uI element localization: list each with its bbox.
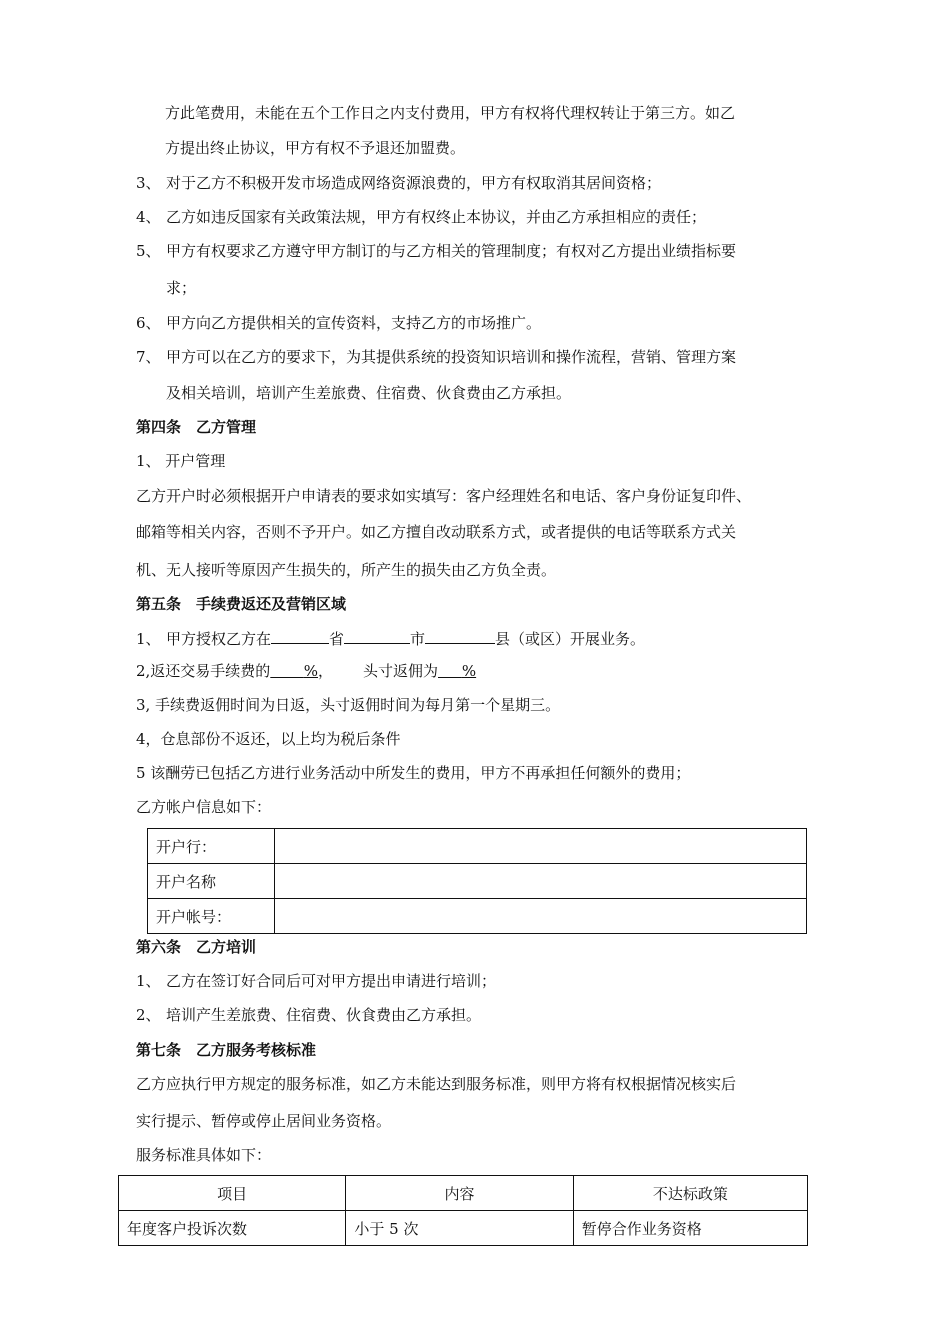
percent-sign: %	[461, 662, 477, 680]
service-standard-intro: 服务标准具体如下：	[136, 1146, 272, 1164]
list-item-7-continuation: 及相关培训，培训产生差旅费、住宿费、伙食费由乙方承担。	[166, 384, 572, 402]
table-cell: 年度客户投诉次数	[119, 1211, 346, 1246]
text-segment: ，	[317, 662, 333, 680]
section4-paragraph-line-3: 机、无人接听等原因产生损失的，所产生的损失由乙方负全责。	[136, 561, 557, 579]
province-label: 省	[329, 630, 345, 648]
text-segment: 头寸返佣为	[362, 662, 438, 680]
account-value	[275, 829, 807, 864]
table-cell: 小于 5 次	[346, 1211, 573, 1246]
item-text: 培训产生差旅费、住宿费、伙食费由乙方承担。	[166, 1006, 482, 1024]
fee-percent-blank	[270, 662, 318, 680]
list-item-5-continuation: 求；	[166, 279, 197, 297]
item-text: 对于乙方不积极开发市场造成网络资源浪费的，甲方有权取消其居间资格；	[166, 174, 662, 192]
table-cell: 暂停合作业务资格	[573, 1211, 807, 1246]
account-label: 开户帐号：	[148, 899, 275, 934]
item-text: 甲方有权要求乙方遵守甲方制订的与乙方相关的管理制度；有权对乙方提出业绩指标要	[166, 242, 737, 260]
section5-line3: 3, 手续费返佣时间为日返，头寸返佣时间为每月第一个星期三。	[136, 696, 561, 714]
percent-sign: %	[303, 662, 318, 680]
column-header: 不达标政策	[573, 1176, 807, 1211]
section6-item-1	[136, 971, 496, 991]
account-info-table	[147, 828, 807, 934]
item-number: 1、	[136, 630, 161, 648]
list-item-6	[136, 313, 541, 333]
column-header: 项目	[119, 1176, 346, 1211]
section6-item-2	[136, 1005, 481, 1025]
text-segment: 2,返还交易手续费的	[136, 662, 271, 680]
city-blank	[344, 627, 410, 644]
section7-paragraph-line-1: 乙方应执行甲方规定的服务标准，如乙方未能达到服务标准，则甲方将有权根据情况核实后	[136, 1075, 737, 1093]
province-blank	[271, 627, 329, 644]
item-text: 甲方向乙方提供相关的宣传资料，支持乙方的市场推广。	[166, 314, 542, 332]
item-number: 1、	[136, 972, 161, 990]
section5-line5: 5 该酬劳已包括乙方进行业务活动中所发生的费用，甲方不再承担任何额外的费用；	[136, 764, 691, 782]
item-text: 乙方在签订好合同后可对甲方提出申请进行培训；	[166, 972, 497, 990]
item-number: 7、	[136, 348, 161, 366]
section5-line4: 4，仓息部份不返还，以上均为税后条件	[136, 730, 401, 748]
list-item-4	[136, 207, 706, 227]
column-header: 内容	[346, 1176, 573, 1211]
position-percent-blank	[438, 662, 476, 680]
section4-paragraph-line-1: 乙方开户时必须根据开户申请表的要求如实填写：客户经理姓名和电话、客户身份证复印件、	[136, 487, 752, 505]
item-number: 2、	[136, 1006, 161, 1024]
account-value	[275, 864, 807, 899]
section5-heading: 第五条 手续费返还及营销区域	[136, 595, 347, 613]
account-label: 开户行：	[148, 829, 275, 864]
item2-continuation-2: 方提出终止协议，甲方有权不予退还加盟费。	[165, 139, 466, 157]
section7-heading: 第七条 乙方服务考核标准	[136, 1041, 317, 1059]
list-item-7	[136, 347, 736, 367]
table-header-row	[119, 1176, 808, 1211]
item-number: 4、	[136, 208, 161, 226]
table-row	[148, 829, 807, 864]
item-text: 甲方可以在乙方的要求下，为其提供系统的投资知识培训和操作流程，营销、管理方案	[166, 348, 737, 366]
text-segment: 县（或区）开展业务。	[495, 630, 646, 648]
account-label: 开户名称	[148, 864, 275, 899]
account-info-intro: 乙方帐户信息如下：	[136, 798, 272, 816]
section5-line2	[136, 661, 476, 681]
section7-paragraph-line-2: 实行提示、暂停或停止居间业务资格。	[136, 1112, 392, 1130]
list-item-3	[136, 173, 661, 193]
item-number: 3、	[136, 174, 161, 192]
county-blank	[425, 627, 495, 644]
item-number: 5、	[136, 242, 161, 260]
section6-heading: 第六条 乙方培训	[136, 938, 257, 956]
item-text: 乙方如违反国家有关政策法规，甲方有权终止本协议，并由乙方承担相应的责任；	[166, 208, 707, 226]
table-row	[148, 899, 807, 934]
section4-paragraph-line-2: 邮箱等相关内容，否则不予开户。如乙方擅自改动联系方式，或者提供的电话等联系方式关	[136, 523, 737, 541]
service-standard-table	[118, 1175, 808, 1246]
text-segment: 甲方授权乙方在	[166, 630, 272, 648]
city-label: 市	[410, 630, 426, 648]
account-value	[275, 899, 807, 934]
section5-line1	[136, 627, 645, 649]
section4-heading: 第四条 乙方管理	[136, 418, 257, 436]
section4-item1: 1、 开户管理	[136, 452, 226, 470]
table-row	[148, 864, 807, 899]
list-item-5	[136, 241, 736, 261]
item2-continuation-1: 方此笔费用，未能在五个工作日之内支付费用，甲方有权将代理权转让于第三方。如乙	[165, 104, 736, 122]
table-row	[119, 1211, 808, 1246]
item-number: 6、	[136, 314, 161, 332]
